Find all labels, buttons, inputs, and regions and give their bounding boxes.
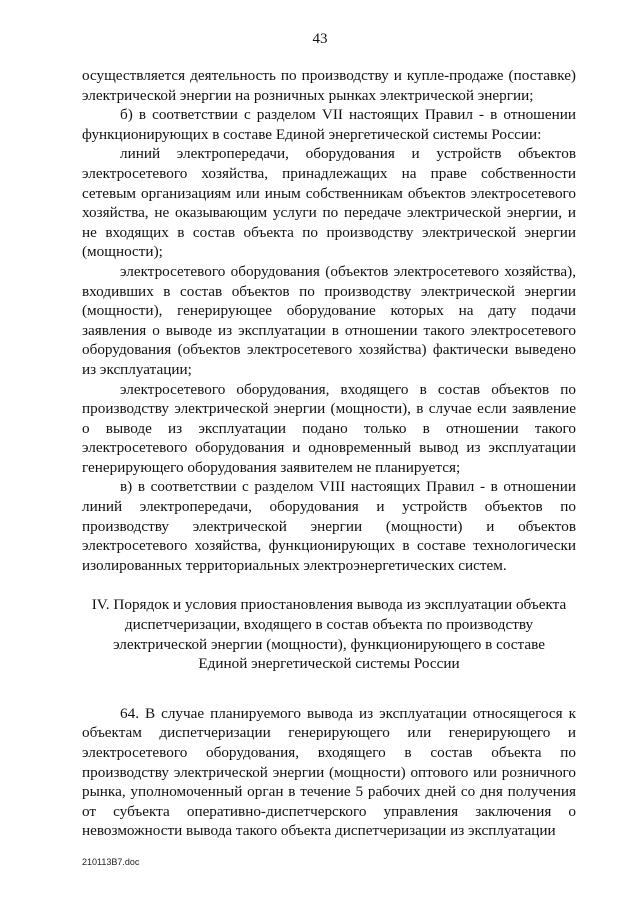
paragraph-grid-equipment-in-generation: электросетевого оборудования, входящего в состав объектов по производству электрической энергии (мощности), в случае если заявление о выводе из эксплуатации подано только в отношении такого электросетевого оборудования и одновременный вывод из эксплуатации генерирующего оборудования заявителем не планируется;	[82, 380, 576, 476]
footer-document-code: 210113B7.doc	[82, 857, 140, 867]
section-heading-line: IV. Порядок и условия приостановления вывода из эксплуатации объекта	[91, 596, 567, 614]
paragraph-power-lines: линий электропередачи, оборудования и устройств объектов электросетевого хозяйства, принадлежащих на праве собственности сетевым организациям или иным собственникам объектов электросетевого хозяйства, не оказывающим услуги по передаче электрической энергии, и не входящих в состав объекта по производству электрической энергии (мощности);	[82, 145, 576, 261]
page-number: 43	[312, 31, 328, 47]
paragraph-grid-equipment-decommissioned: электросетевого оборудования (объектов электросетевого хозяйства), входивших в состав объектов по производству электрической энергии (мощности), генерирующее оборудование которых на дату подачи заявления о выводе из эксплуатации в отношении такого электросетевого оборудования (объектов электросетевого хозяйства) фактически выведено из эксплуатации;	[82, 262, 576, 378]
section-heading	[82, 595, 576, 673]
paragraph-item-b: б) в соответствии с разделом VII настоящих Правил - в отношении функционирующих в составе Единой энергетической системы России:	[82, 106, 576, 143]
document-body	[82, 66, 576, 841]
paragraph-item-v: в) в соответствии с разделом VIII настоящих Правил - в отношении линий электропередачи, оборудования и устройств объектов по производству электрической энергии (мощности) и объектов электросетевого хозяйства, функционирующих в составе технологически изолированных территориальных электроэнергетических систем.	[82, 478, 576, 574]
paragraph-continuation: осуществляется деятельность по производству и купле-продаже (поставке) электрической энергии на розничных рынках электрической энергии;	[82, 67, 576, 104]
section-heading-line: диспетчеризации, входящего в состав объекта по производству	[124, 616, 534, 634]
paragraph-64: 64. В случае планируемого вывода из эксплуатации относящегося к объектам диспетчеризации генерирующего или генерирующего и электросетевого оборудования, входящего в состав объекта по производству электрической энергии (мощности) оптового или розничного рынка, уполномоченный орган в течение 5 рабочих дней со дня получения от субъекта оперативно-диспетчерского управления заключения о невозможности вывода такого объекта диспетчеризации из эксплуатации	[82, 704, 576, 840]
section-heading-line: Единой энергетической системы России	[198, 655, 460, 673]
section-heading-line: электрической энергии (мощности), функционирующего в составе	[113, 635, 545, 653]
